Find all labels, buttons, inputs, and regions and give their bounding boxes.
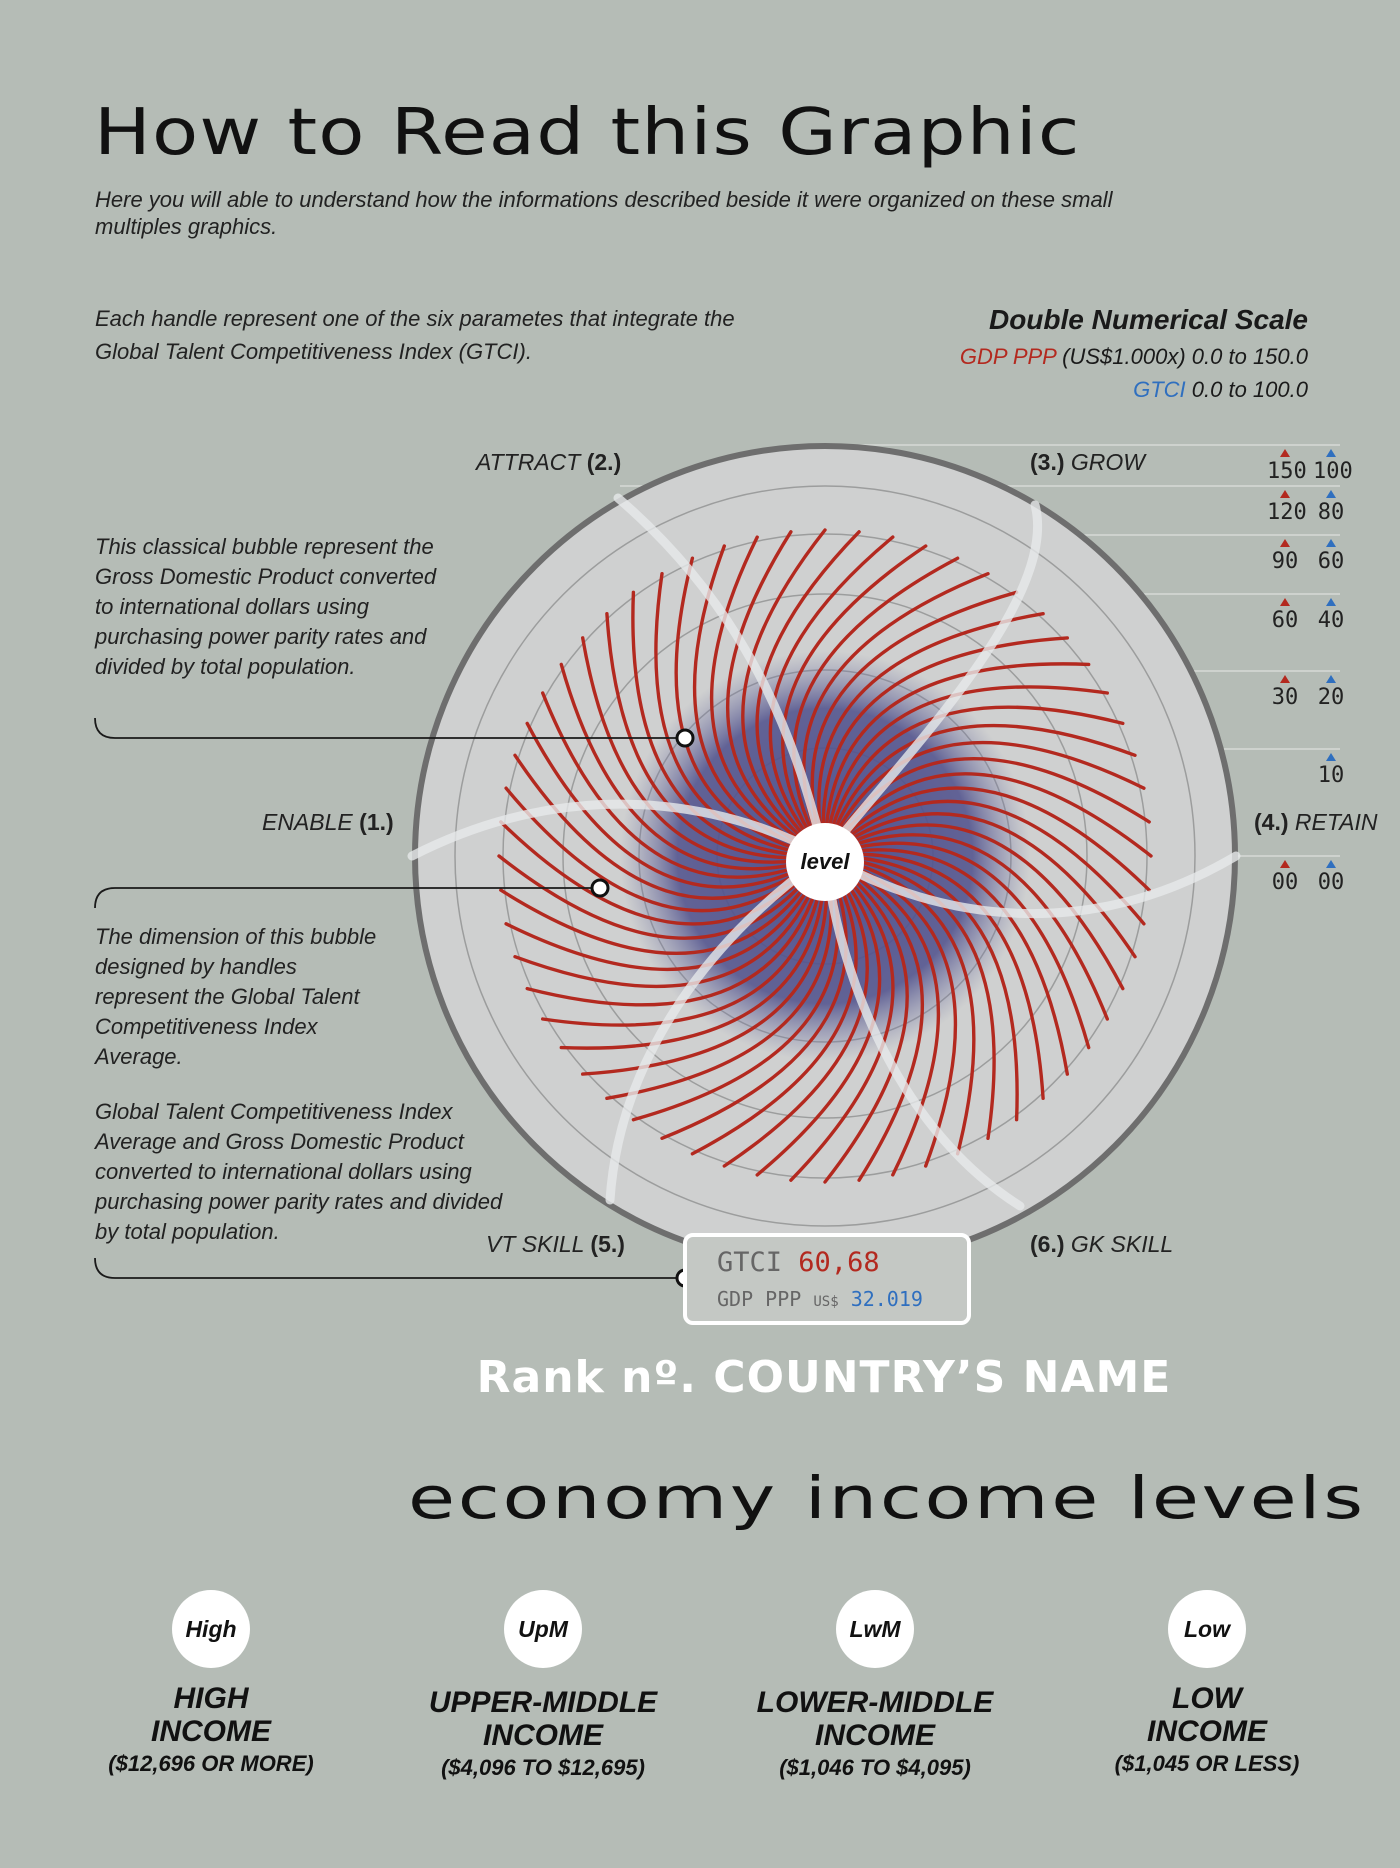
tick-gtci: 20 [1317, 685, 1345, 710]
income-badge: UpM [504, 1590, 582, 1668]
scale-gtci-text: 0.0 to 100.0 [1191, 377, 1308, 402]
income-range: ($12,696 OR MORE) [108, 1751, 314, 1776]
tick-marker-gtci [1326, 753, 1336, 761]
income-badge: LwM [836, 1590, 914, 1668]
value-box [683, 1233, 971, 1325]
tick-marker-gtci [1326, 860, 1336, 868]
scale-heading: Double Numerical Scale [988, 304, 1308, 335]
tick-gtci: 10 [1317, 763, 1345, 788]
income-level-upper-middle [393, 1590, 693, 1781]
tick-gdp: 00 [1271, 870, 1299, 895]
scale-gtci-label: GTCI [1133, 377, 1186, 402]
tick-gdp: 150 [1267, 459, 1307, 484]
tick-marker-gdp [1280, 539, 1290, 547]
tick-gdp: 90 [1271, 549, 1299, 574]
tick-marker-gdp [1280, 598, 1290, 606]
income-name: HIGH INCOME [151, 1682, 271, 1748]
tick-marker-gtci [1326, 449, 1336, 457]
income-name: LOW INCOME [1147, 1682, 1267, 1748]
scale-gdp-text: (US$1.000x) 0.0 to 150.0 [1062, 344, 1308, 369]
income-name: UPPER-MIDDLE INCOME [428, 1686, 658, 1752]
scale-gdp-label: GDP PPP [959, 344, 1057, 369]
tick-gtci: 60 [1317, 549, 1345, 574]
tick-gtci: 00 [1317, 870, 1345, 895]
label-gk-skill: (6.) GK SKILL [1030, 1231, 1174, 1257]
value-gdp-number: 32.019 [850, 1287, 923, 1311]
annotation-values: Global Talent Competitiveness Index Average and Gross Domestic Product converted to international dollars using purchasing power parity rates and divided by total population. [95, 1099, 503, 1244]
label-retain: (4.) RETAIN [1254, 809, 1378, 835]
rank-country-name: Rank nº. COUNTRY’S NAME [476, 1352, 1172, 1403]
label-enable: ENABLE (1.) [262, 809, 394, 835]
annotation-gtci-bubble: The dimension of this bubble designed by handles represent the Global Talent Competitiveness Index Average. [95, 924, 377, 1069]
tick-gdp: 30 [1271, 685, 1299, 710]
tick-gdp: 120 [1267, 500, 1307, 525]
tick-gdp: 60 [1271, 608, 1299, 633]
income-level-low [1057, 1590, 1357, 1777]
value-gdp: GDP PPP US$ 32.019 [717, 1287, 923, 1311]
label-vt-skill: VT SKILL (5.) [486, 1231, 625, 1257]
intro-text: Each handle represent one of the six parametes that integrate the Global Talent Competitiveness Index (GTCI). [95, 306, 735, 364]
tick-marker-gtci [1326, 490, 1336, 498]
tick-marker-gdp [1280, 449, 1290, 457]
income-range: ($4,096 TO $12,695) [441, 1755, 645, 1780]
tick-marker-gtci [1326, 675, 1336, 683]
income-level-high [61, 1590, 361, 1777]
tick-gtci: 100 [1313, 459, 1353, 484]
income-range: ($1,045 OR LESS) [1114, 1751, 1300, 1776]
tick-gtci: 40 [1317, 608, 1345, 633]
income-range: ($1,046 TO $4,095) [779, 1755, 971, 1780]
income-level-lower-middle [725, 1590, 1025, 1781]
annotation-gdp-bubble: This classical bubble represent the Gross Domestic Product converted to international dollars using purchasing power parity rates and divided by total population. [95, 534, 437, 679]
page-subtitle: Here you will able to understand how the informations described beside it were organized on these small multiples graphics. [95, 187, 1113, 239]
tick-marker-gdp [1280, 490, 1290, 498]
tick-marker-gdp [1280, 675, 1290, 683]
level-center: level [786, 823, 864, 901]
tick-gtci: 80 [1317, 500, 1345, 525]
label-attract: ATTRACT (2.) [476, 449, 622, 475]
income-badge: Low [1168, 1590, 1246, 1668]
tick-marker-gtci [1326, 539, 1336, 547]
income-name: LOWER-MIDDLE INCOME [756, 1686, 994, 1752]
value-gtci-number: 60,68 [798, 1247, 880, 1278]
page-title: How to Read this Graphic [94, 96, 1081, 170]
label-grow: (3.) GROW [1030, 449, 1145, 475]
tick-marker-gtci [1326, 598, 1336, 606]
income-title: economy income levels [408, 1464, 1366, 1532]
tick-marker-gdp [1280, 860, 1290, 868]
value-gtci: GTCI 60,68 [717, 1247, 880, 1278]
income-badge: High [172, 1590, 250, 1668]
